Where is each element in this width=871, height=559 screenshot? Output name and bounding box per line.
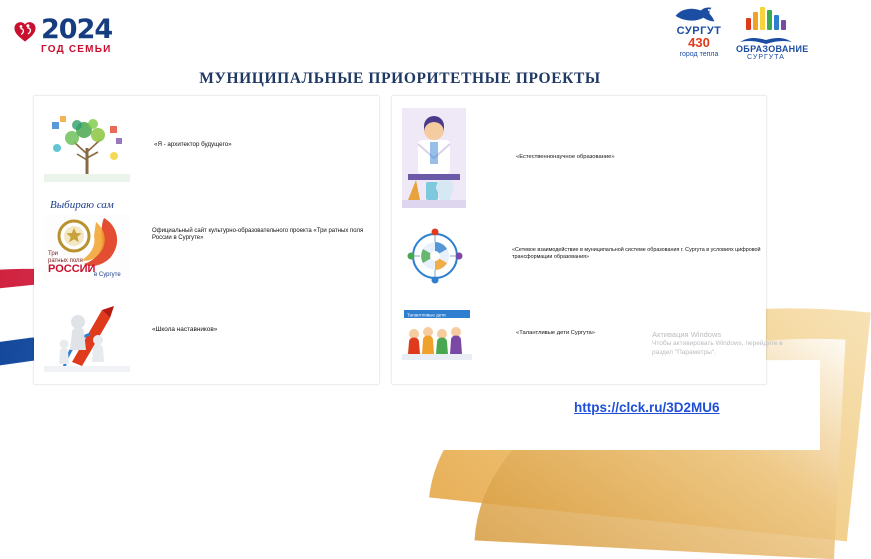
- project-link[interactable]: https://clck.ru/3D2MU6: [574, 400, 720, 415]
- network-interaction-thumbnail: [402, 222, 468, 286]
- svg-text:ратных поля: ратных поля: [48, 258, 83, 264]
- svg-text:в Сургуте: в Сургуте: [94, 272, 121, 278]
- svg-text:РОССИИ: РОССИИ: [48, 263, 96, 275]
- surgut-logo-name: СУРГУТ: [676, 25, 722, 37]
- logo-subtitle: ГОД СЕМЬИ: [41, 43, 112, 55]
- heart-icon: [12, 18, 38, 44]
- svg-text:Талантливые дети: Талантливые дети: [407, 312, 446, 318]
- svg-text:Три: Три: [48, 251, 59, 257]
- project-item[interactable]: [44, 108, 232, 182]
- project-caption: «Сетевое взаимодействие в муниципальной системе образования г. Сургута в условиях цифровой трансформации образования»: [512, 247, 761, 260]
- project-caption: «Школа наставников»: [152, 326, 218, 333]
- education-logo-line1: ОБРАЗОВАНИЕ: [736, 44, 809, 54]
- project-caption: «Талантливые дети Сургута»: [516, 330, 595, 337]
- education-surgut-logo: [736, 4, 809, 68]
- project-item[interactable]: [44, 288, 217, 372]
- education-logo-line2: СУРГУТА: [747, 54, 785, 62]
- watermark-line1: Активация Windows: [652, 330, 722, 339]
- project-item[interactable]: [402, 108, 615, 208]
- project-caption: Официальный сайт культурно-образовательного проекта «Три ратных поля России в Сургуте»: [152, 227, 364, 241]
- project-item[interactable]: [402, 308, 595, 360]
- project-item[interactable]: [44, 192, 367, 278]
- open-book-icon: [738, 31, 794, 45]
- watermark-line2: Чтобы активировать Windows, перейдите в раздел "Параметры".: [652, 340, 783, 356]
- surgut-logo-number: 430: [688, 35, 710, 50]
- science-education-thumbnail: [402, 108, 466, 208]
- colored-bars-icon: [736, 4, 796, 30]
- project-caption: «Я - архитектор будущего»: [154, 141, 232, 149]
- year-of-family-logo: [8, 6, 120, 64]
- surgut-430-logo: [668, 4, 730, 70]
- project-item[interactable]: [402, 222, 772, 286]
- left-projects-panel: [34, 96, 379, 384]
- fish-icon: [672, 4, 726, 26]
- page-title: МУНИЦИПАЛЬНЫЕ ПРИОРИТЕТНЫЕ ПРОЕКТЫ: [199, 70, 601, 87]
- talented-children-thumbnail: [402, 308, 472, 360]
- surgut-logo-tagline: город тепла: [679, 51, 719, 58]
- mentors-school-thumbnail: [44, 288, 130, 372]
- three-fields-of-russia-thumbnail: [44, 192, 130, 278]
- background-strip-white: [0, 416, 800, 450]
- windows-activation-watermark: [652, 330, 800, 358]
- project-caption: «Естественнонаучное образование»: [516, 154, 615, 161]
- tree-of-ideas-thumbnail: [44, 108, 130, 182]
- svg-text:Выбираю сам: Выбираю сам: [50, 199, 114, 211]
- logo-year: 2024: [41, 13, 113, 45]
